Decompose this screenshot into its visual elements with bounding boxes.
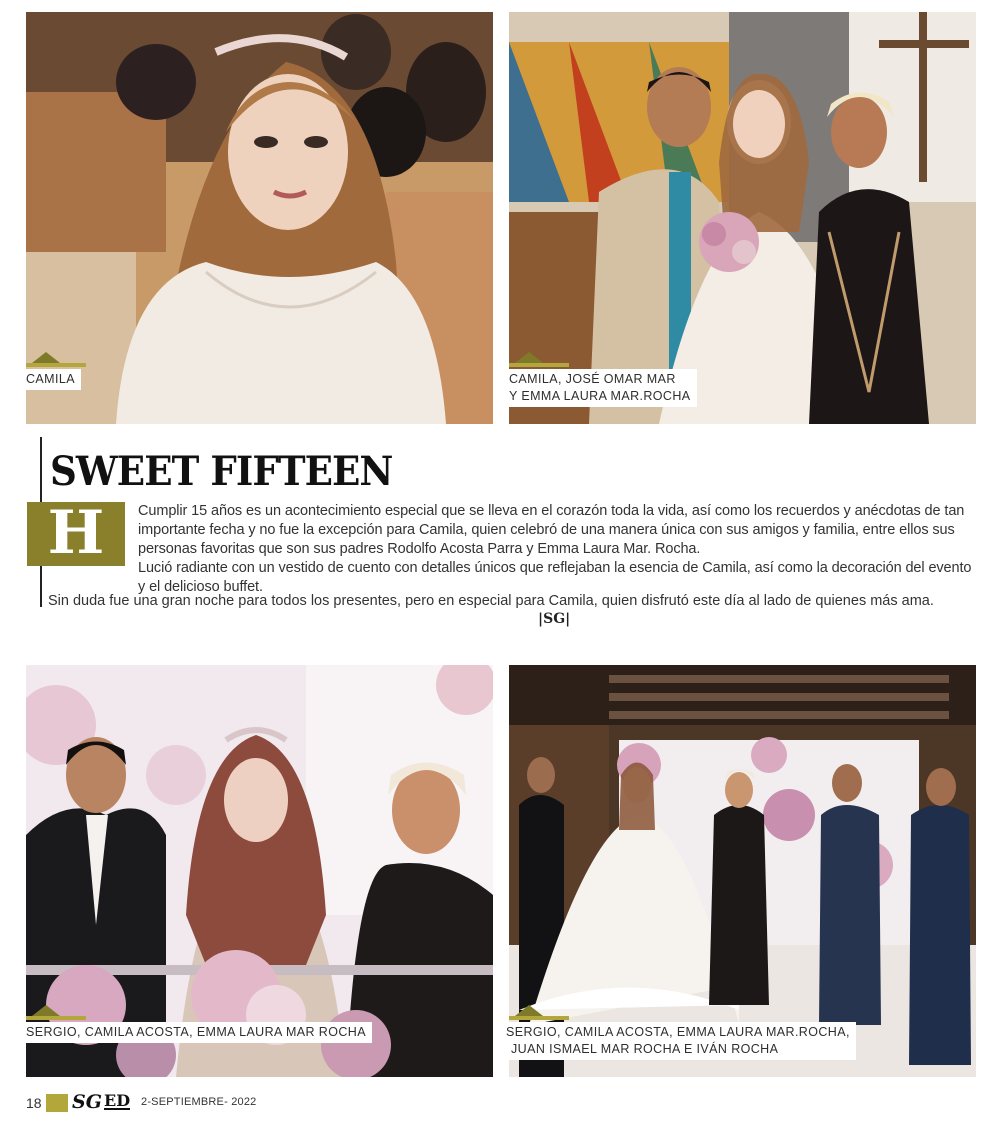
caption-line: CAMILA bbox=[26, 372, 75, 386]
caption-photo-3 bbox=[24, 1022, 372, 1043]
caption-marker-3 bbox=[32, 1005, 60, 1016]
caption-photo-1 bbox=[24, 369, 81, 390]
caption-line: SERGIO, CAMILA ACOSTA, EMMA LAURA MAR ROCHA bbox=[26, 1025, 366, 1039]
caption-line: CAMILA, JOSÉ OMAR MAR bbox=[509, 372, 676, 386]
caption-photo-4 bbox=[504, 1022, 856, 1060]
caption-bar-1 bbox=[26, 363, 86, 367]
publisher-logo: ED bbox=[104, 1091, 131, 1110]
article-body bbox=[138, 502, 976, 597]
caption-bar-2 bbox=[509, 363, 569, 367]
caption-marker-2 bbox=[515, 352, 543, 363]
article-closing: Sin duda fue una gran noche para todos los presentes, pero en especial para Camila, quien disfrutó este día al lado de quienes más ama. bbox=[48, 593, 934, 609]
caption-line: Y EMMA LAURA MAR.ROCHA bbox=[509, 389, 691, 403]
article-paragraph: Lució radiante con un vestido de cuento con detalles únicos que reflejaban la esencia de Camila, así como la decoración del evento y el delicioso buffet. bbox=[138, 560, 972, 595]
magazine-logo: SG bbox=[72, 1091, 102, 1113]
photo-standing-group bbox=[509, 665, 976, 1077]
dropcap-letter: H bbox=[47, 498, 105, 568]
photo-seated-group bbox=[26, 665, 493, 1077]
photo-camila-portrait bbox=[26, 12, 493, 424]
caption-marker-1 bbox=[32, 352, 60, 363]
photo-camila-with-parents bbox=[509, 12, 976, 424]
issue-date: 2-SEPTIEMBRE- 2022 bbox=[141, 1096, 257, 1108]
caption-bar-3 bbox=[26, 1016, 86, 1020]
caption-photo-2 bbox=[507, 369, 697, 407]
caption-marker-4 bbox=[515, 1005, 543, 1016]
footer-accent-box bbox=[46, 1094, 68, 1112]
page-number: 18 bbox=[26, 1095, 42, 1111]
article-end-mark: |SG| bbox=[538, 611, 571, 627]
caption-line: SERGIO, CAMILA ACOSTA, EMMA LAURA MAR.ROCHA, bbox=[506, 1025, 850, 1039]
article-paragraph: Cumplir 15 años es un acontecimiento especial que se lleva en el corazón toda la vida, así como los recuerdos y anécdotas de tan importante fecha y no fue la excepción para Camila, quien celebró de una manera única con sus amigos y familia, entre ellos sus personas favoritas que son sus padres Rodolfo Acosta Parra y Emma Laura Mar. Rocha. bbox=[138, 503, 965, 557]
dropcap-box bbox=[27, 498, 125, 568]
caption-bar-4 bbox=[509, 1016, 569, 1020]
caption-line: JUAN ISMAEL MAR ROCHA E IVÁN ROCHA bbox=[511, 1042, 779, 1056]
article-title: SWEET FIFTEEN bbox=[50, 448, 393, 495]
